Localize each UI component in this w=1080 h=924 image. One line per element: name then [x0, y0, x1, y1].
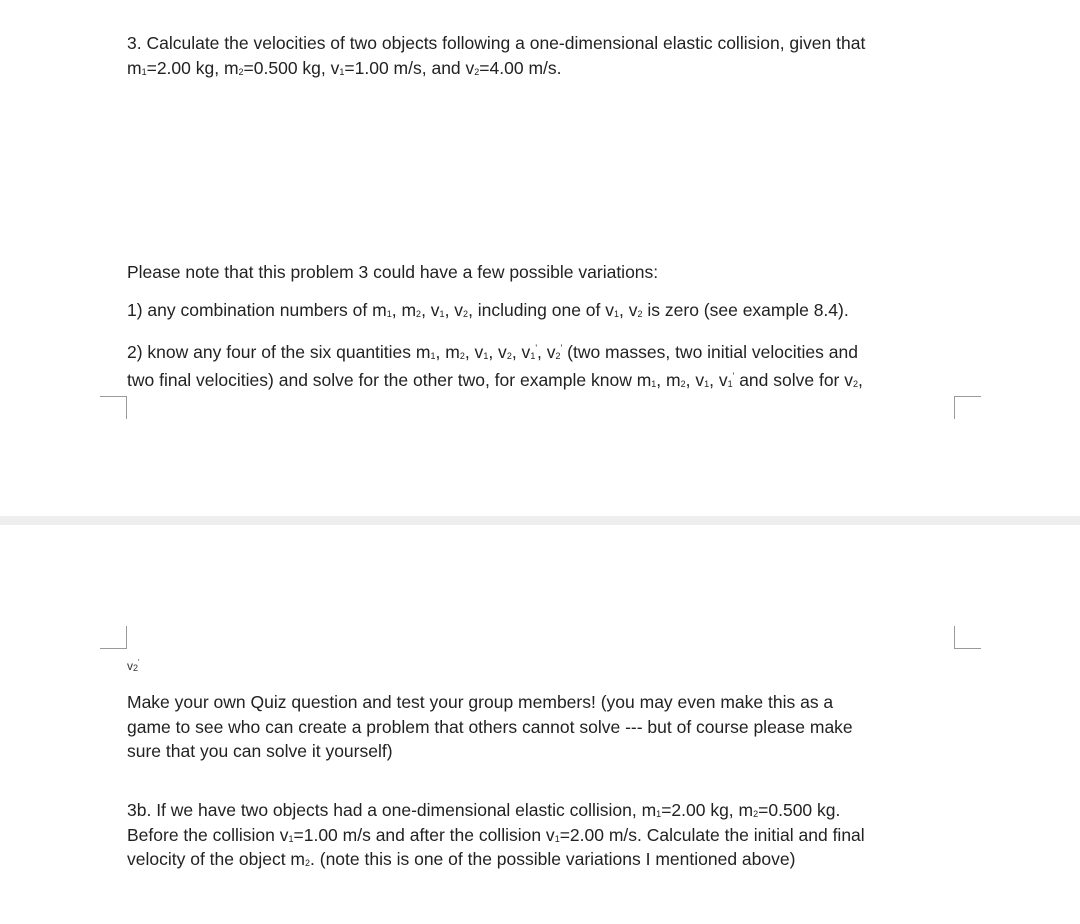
question-3 [127, 31, 957, 80]
question-3b [127, 798, 957, 872]
question-3b-line-3: velocity of the object $m_2$. (note this is one of the possible variations I mentioned above) [127, 849, 796, 869]
variation-item-1: 1) any combination numbers of $m_1$, $m_2$, $v_1$, $v_2$, including one of $v_1$, $v_2$ is zero (see example 8.4). [127, 300, 849, 320]
question-3b-line-2: Before the collision $v_1=1.00$ m/s and after the collision $v_1=2.00$ m/s. Calculate the initial and final [127, 824, 865, 845]
quiz-instructions: Make your own Quiz question and test your group members! (you may even make this as a game to see who can create a problem that others cannot solve --- but of course please make sure that you can solve it yourself) [127, 692, 853, 761]
carried-over-variable: $v_2'$ [127, 658, 140, 673]
question-3-line-1: 3. Calculate the velocities of two objects following a one-dimensional elastic collision, given that [127, 33, 866, 53]
question-3-line-2: $m_1=2.00$ kg, $m_2=0.500$ kg, $v_1=1.00$ m/s, and $v_2=4.00$ m/s. [127, 57, 562, 78]
variation-item-2 [127, 336, 957, 393]
page-break-divider [0, 516, 1080, 525]
variation-item-2-line-1: 2) know any four of the six quantities $m_1$, $m_2$, $v_1$, $v_2$, $v_1'$, $v_2'$ (two masses, two initial velocities and [127, 341, 858, 362]
question-3b-line-1: 3b. If we have two objects had a one-dimensional elastic collision, $m_1=2.00$ kg, $m_2=0.500$ kg. [127, 800, 841, 820]
margin-crop-mark-top-right [954, 396, 981, 419]
margin-crop-mark-bottom-left [100, 626, 127, 649]
variation-item-2-line-2: two final velocities) and solve for the other two, for example know $m_1$, $m_2$, $v_1$, $v_1'$ and solve for $v_2$, [127, 370, 863, 391]
margin-crop-mark-bottom-right [954, 626, 981, 649]
margin-crop-mark-top-left [100, 396, 127, 419]
variations-intro: Please note that this problem 3 could have a few possible variations: [127, 262, 659, 282]
